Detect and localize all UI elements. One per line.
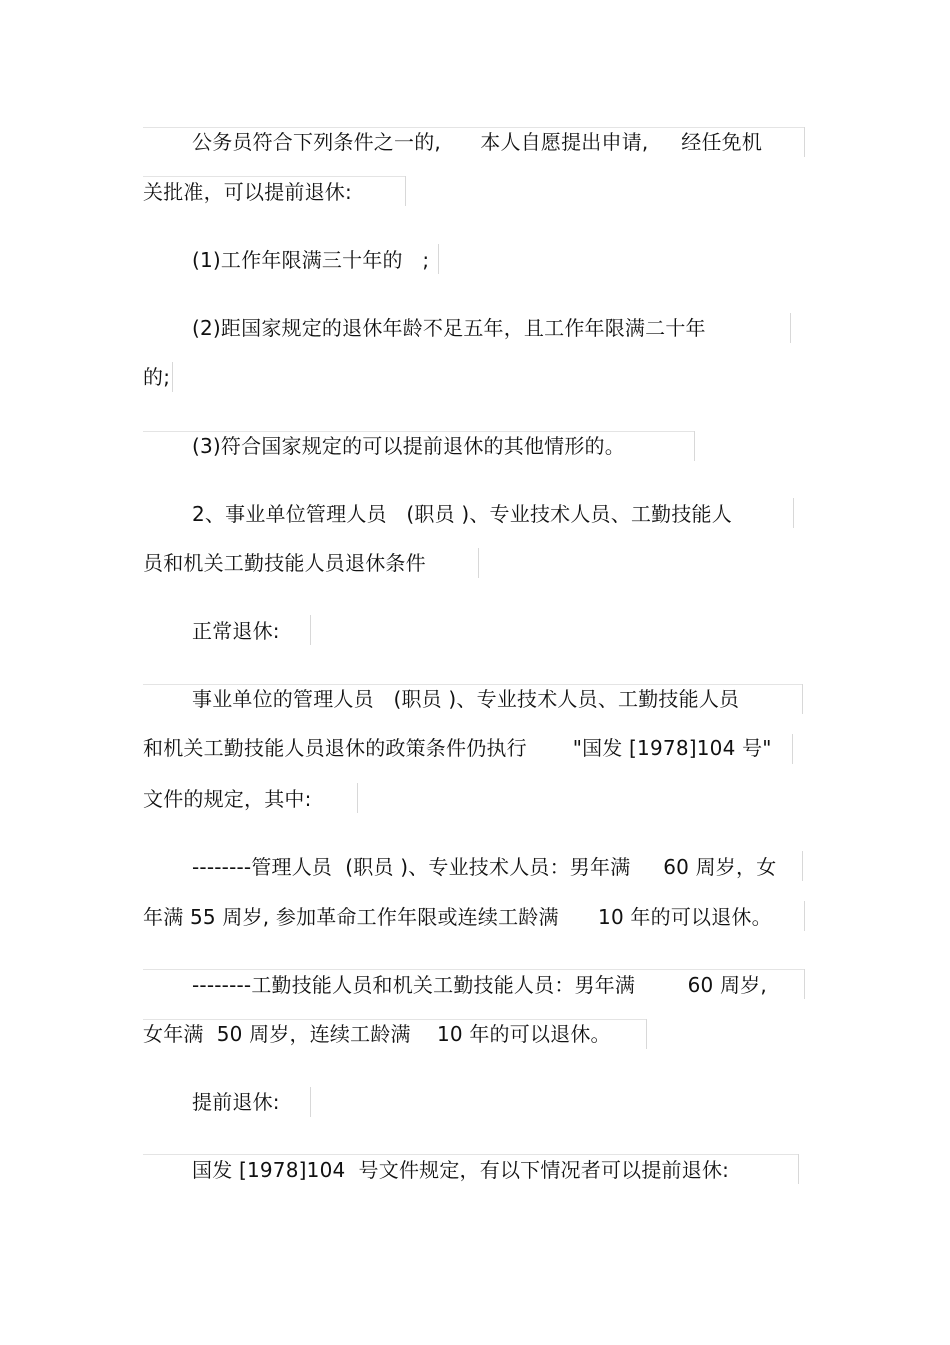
scan-rule <box>694 431 695 461</box>
paragraph-line: 年满 55 周岁, 参加革命工作年限或连续工龄满 10 年的可以退休。 <box>143 905 772 929</box>
section-heading-line: 员和机关工勤技能人员退休条件 <box>143 551 426 575</box>
scan-rule <box>310 1087 311 1117</box>
paragraph-line: 事业单位的管理人员 (职员 )、专业技术人员、工勤技能人员 <box>192 687 740 711</box>
scan-rule <box>478 548 479 578</box>
scan-rule <box>143 969 805 970</box>
paragraph-line: --------管理人员 (职员 )、专业技术人员：男年满 60 周岁，女 <box>192 855 777 879</box>
scan-rule <box>802 684 803 714</box>
subheading-line: 提前退休: <box>192 1090 280 1114</box>
scan-rule <box>804 901 805 931</box>
scan-rule <box>143 176 406 177</box>
scan-rule <box>310 615 311 645</box>
scan-rule <box>793 498 794 528</box>
list-item-line: (2)距国家规定的退休年龄不足五年，且工作年限满二十年 <box>192 316 706 340</box>
subheading-line: 正常退休: <box>192 619 280 643</box>
scan-rule <box>357 783 358 813</box>
scan-rule <box>143 684 803 685</box>
section-heading-line: 2、事业单位管理人员 (职员 )、专业技术人员、工勤技能人 <box>192 502 732 526</box>
scan-rule <box>143 1019 646 1020</box>
scan-rule <box>143 1154 798 1155</box>
scan-rule <box>802 851 803 881</box>
scan-rule <box>798 1154 799 1184</box>
paragraph-line: --------工勤技能人员和机关工勤技能人员：男年满 60 周岁, <box>192 973 767 997</box>
paragraph-line: 文件的规定，其中: <box>143 787 312 811</box>
scan-rule <box>804 969 805 999</box>
scan-rule <box>790 313 791 343</box>
paragraph-line: 女年满 50 周岁，连续工龄满 10 年的可以退休。 <box>143 1022 611 1046</box>
list-item-line: (1)工作年限满三十年的 ; <box>192 248 430 272</box>
scan-rule <box>172 362 173 392</box>
scan-rule <box>804 127 805 157</box>
paragraph-line: 关批准，可以提前退休: <box>143 180 352 204</box>
scan-rule <box>792 734 793 764</box>
paragraph-line: 国发 [1978]104 号文件规定，有以下情况者可以提前退休: <box>192 1158 730 1182</box>
list-item-line: 的; <box>143 365 171 389</box>
scan-rule <box>405 176 406 206</box>
scan-rule <box>143 127 805 128</box>
scan-rule <box>143 431 694 432</box>
paragraph-line: 公务员符合下列条件之一的, 本人自愿提出申请, 经任免机 <box>192 130 763 154</box>
list-item-line: (3)符合国家规定的可以提前退休的其他情形的。 <box>192 434 625 458</box>
scan-rule <box>646 1019 647 1049</box>
scan-rule <box>438 244 439 274</box>
paragraph-line: 和机关工勤技能人员退休的政策条件仍执行 "国发 [1978]104 号" <box>143 736 772 760</box>
